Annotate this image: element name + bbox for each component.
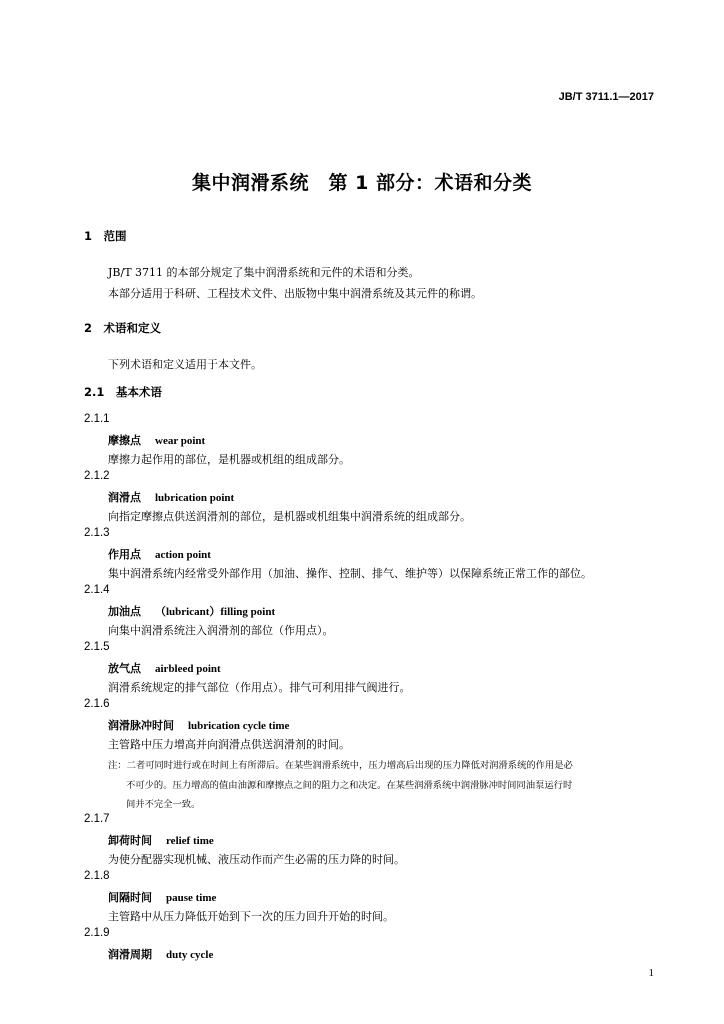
term-note-line: 注：二者可同时进行或在时间上有所滞后。在某些润滑系统中，压力增高后出现的压力降低对润滑系统的作用是必 — [108, 760, 573, 771]
section-1-para-2: 本部分适用于科研、工程技术文件、出版物中集中润滑系统及其元件的称谓。 — [108, 287, 482, 300]
term-en: pause time — [166, 892, 217, 904]
term-number: 2.1.1 — [84, 413, 110, 425]
page-number: 1 — [648, 967, 654, 979]
term-en: lubrication cycle time — [188, 720, 290, 732]
term-definition: 主管路中压力增高并向润滑点供送润滑剂的时间。 — [108, 738, 350, 751]
term-zh: 润滑脉冲时间 — [108, 719, 174, 732]
term-en: lubrication point — [155, 492, 235, 504]
term-number: 2.1.3 — [84, 527, 110, 539]
term-en: action point — [155, 549, 211, 561]
term-heading — [108, 889, 216, 905]
term-note-line: 不可少的。压力增高的值由油源和摩擦点之间的阻力之和决定。在某些润滑系统中润滑脉冲时间同油泵运行时 — [126, 780, 573, 791]
term-definition: 为使分配器实现机械、液压动作而产生必需的压力降的时间。 — [108, 853, 405, 866]
term-heading — [108, 603, 275, 619]
document-title: 集中润滑系统 第 1 部分：术语和分类 — [192, 172, 532, 194]
term-heading — [108, 660, 221, 676]
section-1-heading: 1 范围 — [84, 229, 127, 243]
term-zh: 卸荷时间 — [108, 834, 152, 847]
term-definition: 主管路中从压力降低开始到下一次的压力回升开始的时间。 — [108, 910, 394, 923]
term-zh: 作用点 — [108, 548, 141, 561]
term-zh: 间隔时间 — [108, 891, 152, 904]
section-2-intro: 下列术语和定义适用于本文件。 — [108, 358, 262, 371]
term-definition: 润滑系统规定的排气部位（作用点）。排气可利用排气阀进行。 — [108, 681, 411, 694]
section-2-1-heading: 2.1 基本术语 — [84, 385, 162, 399]
term-note-line: 间并不完全一致。 — [126, 799, 201, 810]
term-definition: 向指定摩擦点供送润滑剂的部位，是机器或机组集中润滑系统的组成部分。 — [108, 510, 471, 523]
term-heading — [108, 946, 213, 962]
term-heading — [108, 489, 234, 505]
term-definition: 向集中润滑系统注入润滑剂的部位（作用点）。 — [108, 624, 334, 637]
section-2-heading: 2 术语和定义 — [84, 321, 162, 335]
term-zh: 润滑点 — [108, 491, 141, 504]
term-heading — [108, 832, 214, 848]
term-number: 2.1.2 — [84, 470, 110, 482]
term-zh: 加油点 — [108, 605, 141, 618]
term-heading — [108, 432, 205, 448]
term-number: 2.1.6 — [84, 698, 110, 710]
term-en: airbleed point — [155, 663, 221, 675]
term-en: relief time — [166, 835, 214, 847]
term-definition: 摩擦力起作用的部位，是机器或机组的组成部分。 — [108, 453, 350, 466]
term-en: duty cycle — [166, 949, 214, 961]
section-1-para-1: JB/T 3711 的本部分规定了集中润滑系统和元件的术语和分类。 — [108, 266, 420, 279]
term-number: 2.1.5 — [84, 641, 110, 653]
term-en: （lubricant）filling point — [155, 606, 276, 618]
term-definition: 集中润滑系统内经常受外部作用（加油、操作、控制、排气、维护等）以保障系统正常工作的部位。 — [108, 567, 592, 580]
term-heading — [108, 717, 289, 733]
term-number: 2.1.4 — [84, 584, 110, 596]
term-zh: 放气点 — [108, 662, 141, 675]
term-en: wear point — [155, 435, 206, 447]
term-number: 2.1.8 — [84, 870, 110, 882]
term-number: 2.1.9 — [84, 927, 110, 939]
term-zh: 摩擦点 — [108, 434, 141, 447]
standard-number: JB/T 3711.1—2017 — [558, 91, 654, 103]
term-heading — [108, 546, 211, 562]
term-number: 2.1.7 — [84, 813, 110, 825]
term-zh: 润滑周期 — [108, 948, 152, 961]
